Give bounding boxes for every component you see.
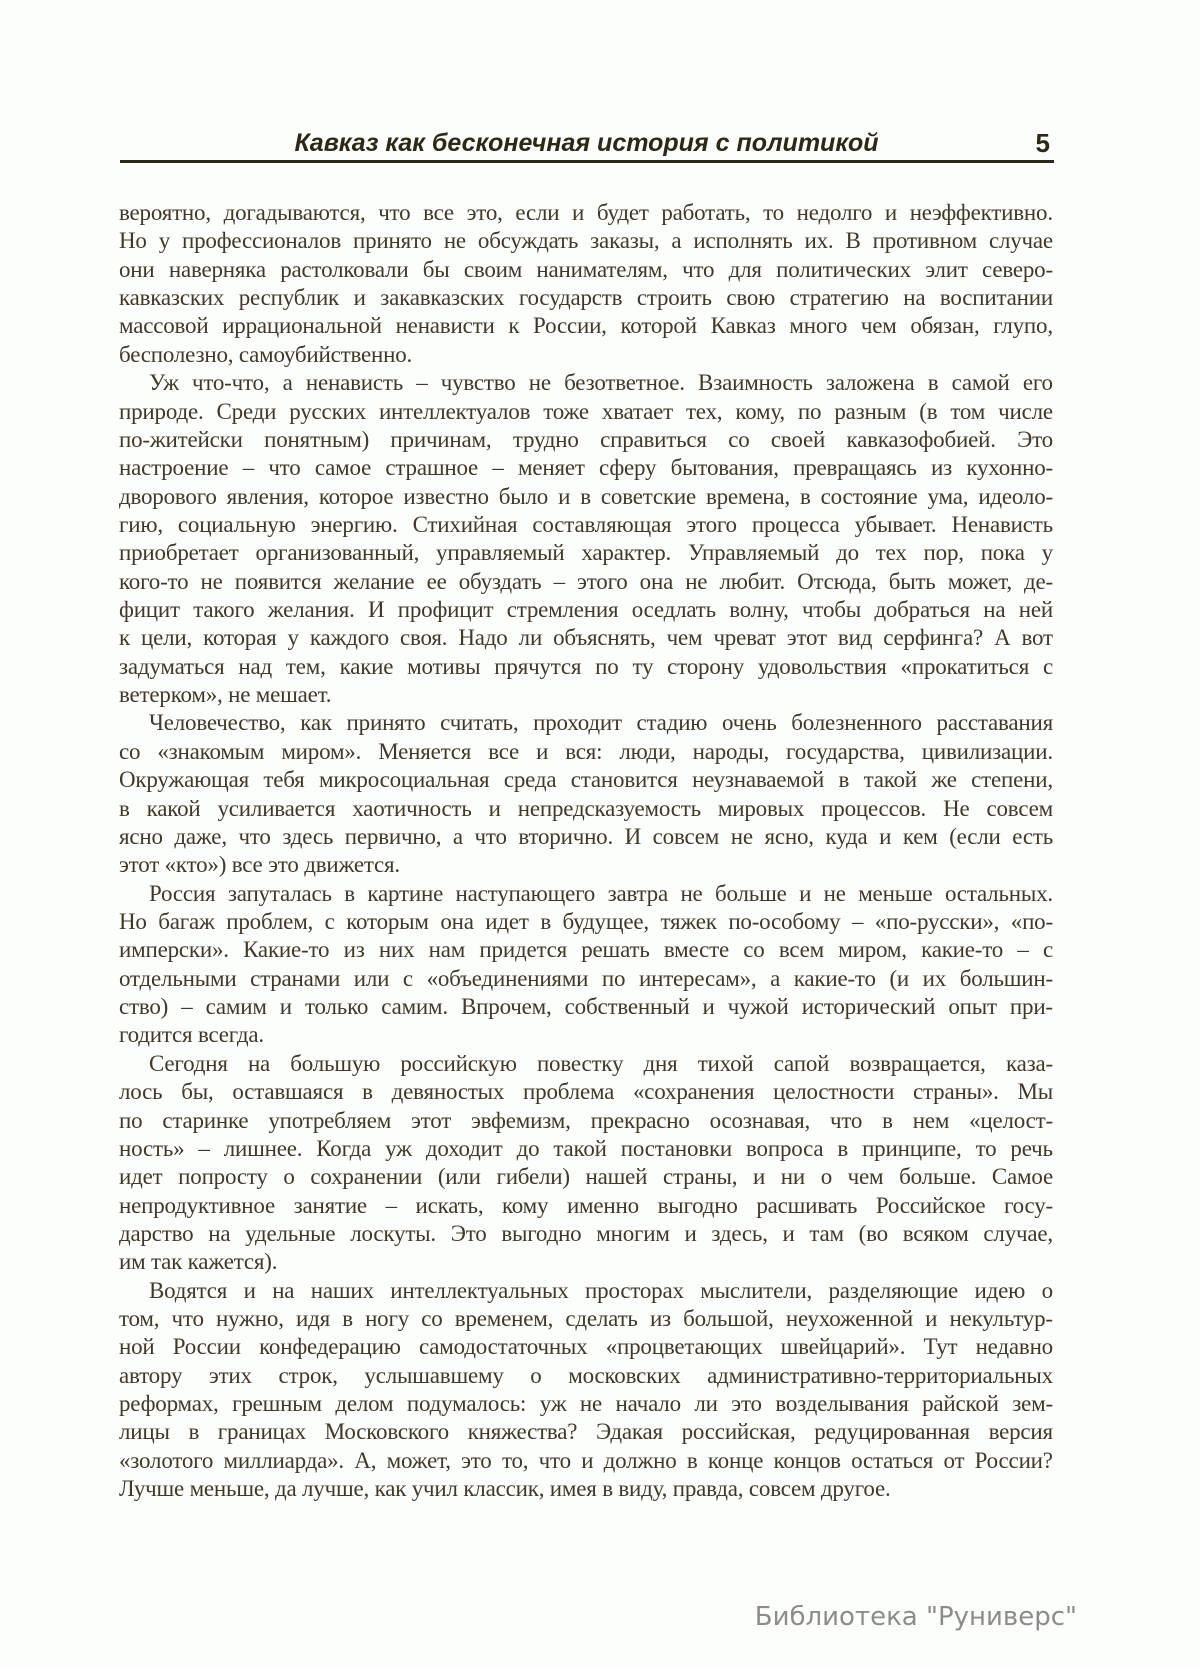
text-line: Но багаж проблем, с которым она идет в будущее, тяжек по-особому – «по-русски», «по- <box>119 908 1053 934</box>
text-line: ство) – самим и только самим. Впрочем, собственный и чужой исторический опыт при- <box>119 994 1053 1020</box>
text-line: фицит такого желания. И профицит стремления оседлать волну, чтобы добраться на ней <box>119 597 1053 623</box>
text-line: задуматься над тем, какие мотивы прячутся по ту сторону удовольствия «прокатиться с <box>119 653 1053 679</box>
text-line: Окружающая тебя микросоциальная среда становится неузнаваемой в такой же степени, <box>119 767 1053 793</box>
text-line: кавказских республик и закавказских государств строить свою стратегию на воспитании <box>119 285 1053 311</box>
text-line: приобретает организованный, управляемый характер. Управляемый до тех пор, пока у <box>119 540 1053 566</box>
text-line: ной России конфедерацию самодостаточных «процветающих швейцарий». Тут недавно <box>119 1334 1053 1360</box>
text-line: Сегодня на большую российскую повестку дня тихой сапой возвращается, каза- <box>149 1050 1053 1076</box>
text-line: кого-то не появится желание ее обуздать – этого она не любит. Отсюда, быть может, де- <box>119 568 1053 594</box>
text-line: автору этих строк, услышавшему о московских административно-территориальных <box>119 1362 1053 1388</box>
text-line: Россия запуталась в картине наступающего завтра не больше и не меньше остальных. <box>149 880 1053 906</box>
text-line: в какой усиливается хаотичность и непредсказуемость мировых процессов. Не совсем <box>119 795 1053 821</box>
text-line: имперски». Какие-то из них нам придется решать вместе со всем миром, какие-то – с <box>119 937 1053 963</box>
text-line: им так кажется). <box>119 1249 278 1275</box>
text-line: со «знакомым миром». Меняется все и вся: люди, народы, государства, цивилизации. <box>119 738 1053 764</box>
text-line: ветерком», не мешает. <box>119 682 332 708</box>
text-line: дворового явления, которое известно было и в советские времена, в состояние ума, идеоло- <box>119 483 1053 509</box>
text-line: бесполезно, самоубийственно. <box>119 341 413 367</box>
running-header-title: Кавказ как бесконечная история с политикой <box>294 129 879 157</box>
text-line: вероятно, догадываются, что все это, если и будет работать, то недолго и неэффективно. <box>119 200 1053 225</box>
text-line: этот «кто») все это движется. <box>119 852 400 878</box>
text-line: по старинке употребляем этот эвфемизм, прекрасно осознавая, что в нем «целост- <box>119 1107 1053 1133</box>
text-line: лось бы, оставшаяся в девяностых проблема «сохранения целостности страны». Мы <box>119 1079 1053 1105</box>
text-line: Водятся и на наших интеллектуальных просторах мыслители, разделяющие идею о <box>149 1277 1053 1303</box>
text-line: дарство на удельные лоскуты. Это выгодно многим и здесь, и там (во всяком случае, <box>119 1220 1053 1246</box>
text-line: годится всегда. <box>119 1022 264 1048</box>
text-line: они наверняка растолковали бы своим нанимателям, что для политических элит северо- <box>119 256 1053 282</box>
text-line: Лучше меньше, да лучше, как учил классик, имея в виду, правда, совсем другое. <box>119 1476 891 1502</box>
text-line: ность» – лишнее. Когда уж доходит до такой постановки вопроса в принципе, то речь <box>119 1135 1053 1161</box>
running-header <box>119 128 1054 158</box>
text-line: Уж что-что, а ненависть – чувство не безответное. Взаимность заложена в самой его <box>149 370 1053 396</box>
text-line: отдельными странами или с «объединениями по интересам», а какие-то (и их большин- <box>119 965 1053 991</box>
page-number: 5 <box>1035 128 1050 158</box>
text-line: к цели, которая у каждого своя. Надо ли объяснять, чем чреват этот вид серфинга? А вот <box>119 625 1053 651</box>
text-line: ясно даже, что здесь первично, а что вторично. И совсем не ясно, куда и кем (если есть <box>119 823 1053 849</box>
text-line: природе. Среди русских интеллектуалов тоже хватает тех, кому, по разным (в том числе <box>119 398 1053 424</box>
text-line: лицы в границах Московского княжества? Эдакая российская, редуцированная версия <box>119 1419 1053 1445</box>
text-line: том, что нужно, идя в ногу со временем, сделать из большой, неухоженной и некультур- <box>119 1306 1053 1332</box>
text-line: Человечество, как принято считать, проходит стадию очень болезненного расставания <box>149 710 1053 736</box>
text-line: настроение – что самое страшное – меняет сферу бытования, превращаясь из кухонно- <box>119 455 1053 481</box>
header-rule <box>120 160 1054 163</box>
library-watermark: Библиотека "Руниверс" <box>754 1602 1077 1632</box>
text-line: гию, социальную энергию. Стихийная составляющая этого процесса убывает. Ненависть <box>119 511 1053 537</box>
text-line: массовой иррациональной ненависти к России, которой Кавказ много чем обязан, глупо, <box>119 313 1053 339</box>
body-text <box>119 199 1053 1504</box>
text-line: Но у профессионалов принято не обсуждать заказы, а исполнять их. В противном случае <box>119 228 1053 254</box>
text-line: по-житейски понятным) причинам, трудно справиться со своей кавказофобией. Это <box>119 426 1053 452</box>
text-line: непродуктивное занятие – искать, кому именно выгодно расшивать Российское госу- <box>119 1192 1053 1218</box>
text-line: идет попросту о сохранении (или гибели) нашей страны, и ни о чем больше. Самое <box>119 1164 1053 1190</box>
text-line: «золотого миллиарда». А, может, это то, что и должно в конце концов остаться от России? <box>119 1447 1053 1473</box>
text-line: реформах, грешным делом подумалось: уж не начало ли это возделывания райской зем- <box>119 1391 1053 1417</box>
